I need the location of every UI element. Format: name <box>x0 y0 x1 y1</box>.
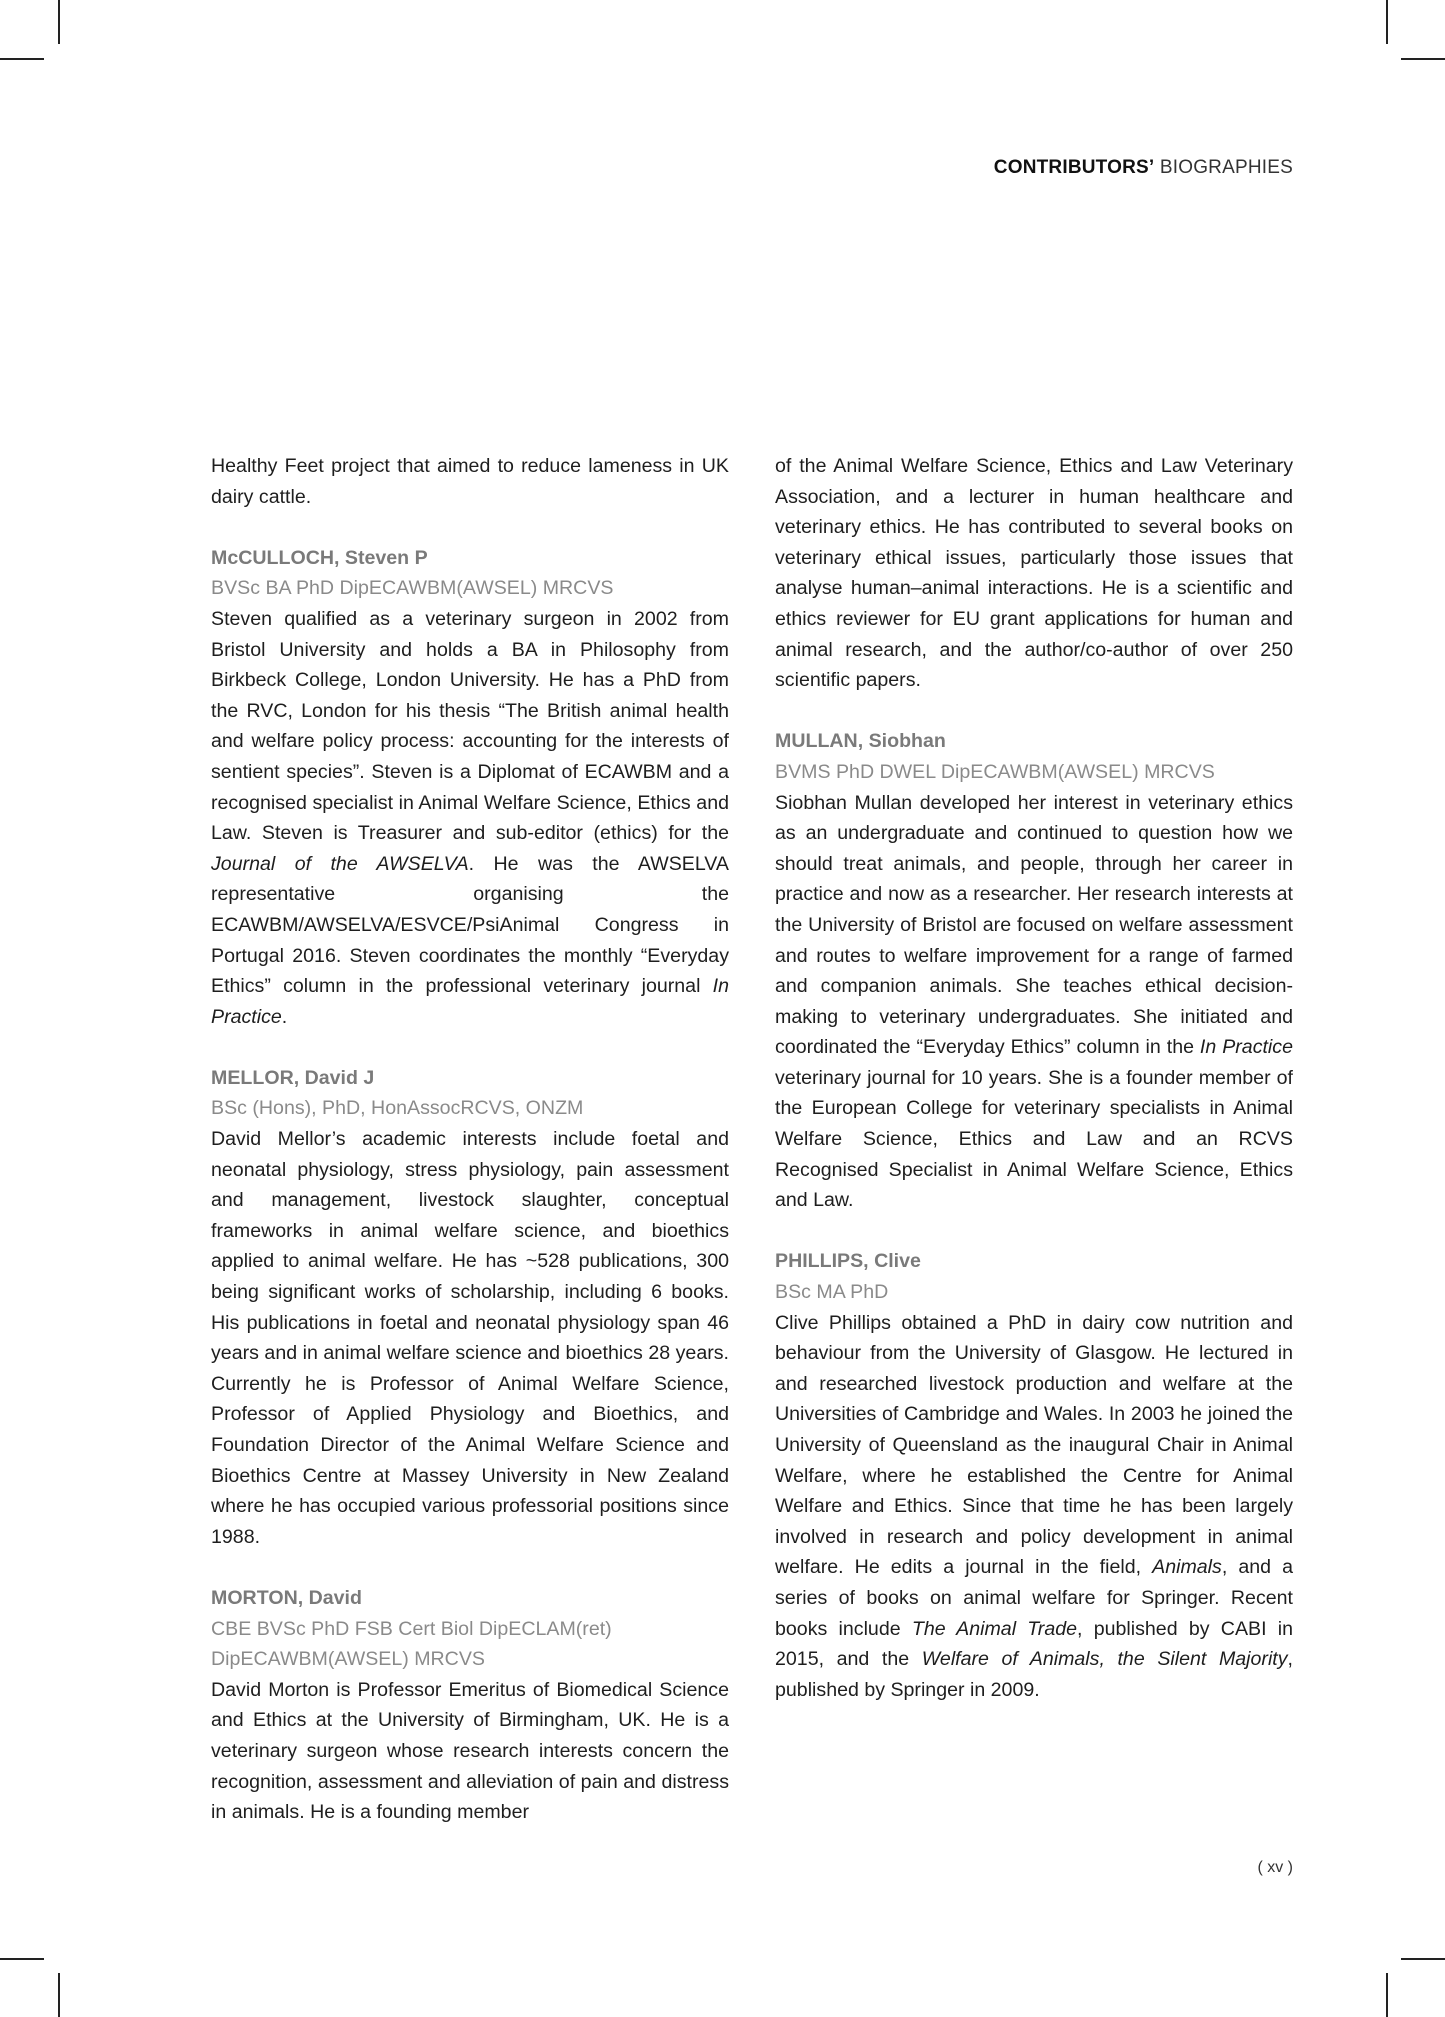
running-head-subsection: BIOGRAPHIES <box>1159 157 1293 178</box>
contributor-bio: Clive Phillips obtained a PhD in dairy cow nutrition and behaviour from the University of Glasgow. He lectured in and researched livestock production and welfare at the Universities of Cambridge and Wales. In 2003 he joined the University of Queensland as the inaugural Chair in Animal Welfare, where he established the Centre for Animal Welfare and Ethics. Since that time he has been largely involved in research and policy development in animal welfare. He edits a journal in the field, Animals, and a series of books on animal welfare for Springer. Recent books include The Animal Trade, published by CABI in 2015, and the Welfare of Animals, the Silent Majority, published by Springer in 2009. <box>775 1311 1294 1701</box>
contributor-qualifications: BSc (Hons), PhD, HonAssocRCVS, ONZM <box>211 1097 584 1120</box>
bio-entry-phillips <box>775 1246 1293 1705</box>
contributor-qualifications: BSc MA PhD <box>775 1281 889 1304</box>
crop-mark-bottom-right-horizontal <box>1401 1958 1445 1960</box>
contributor-bio: Siobhan Mullan developed her interest in veterinary ethics as an undergraduate and continued to question how we should treat animals, and people, through her career in practice and now as a researcher. Her research interests at the University of Bristol are focused on welfare assessment and routes to welfare improvement for a range of farmed and companion animals. She teaches ethical decision-making to veterinary undergraduates. She initiated and coordinated the “Everyday Ethics” column in the In Practice veterinary journal for 10 years. She is a founder member of the European College for veterinary specialists in Animal Welfare Science, Ethics and Law and an RCVS Recognised Specialist in Animal Welfare Science, Ethics and Law. <box>775 791 1293 1212</box>
contributor-qualifications: BVMS PhD DWEL DipECAWBM(AWSEL) MRCVS <box>775 760 1215 783</box>
left-column <box>211 451 729 1828</box>
contributor-bio: David Mellor’s academic interests include foetal and neonatal physiology, stress physiology, pain assessment and management, livestock slaughter, conceptual frameworks in animal welfare science, and bioethics applied to animal welfare. He has ~528 publications, 300 being significant works of scholarship, including 6 books. His publications in foetal and neonatal physiology span 46 years and in animal welfare science and bioethics 28 years. Currently he is Professor of Animal Welfare Science, Professor of Applied Physiology and Bioethics, and Foundation Director of the Animal Welfare Science and Bioethics Centre at Massey University in New Zealand where he has occupied various professorial positions since 1988. <box>211 1128 729 1548</box>
continuation-paragraph: Healthy Feet project that aimed to reduce lameness in UK dairy cattle. <box>211 455 729 508</box>
crop-mark-bottom-right-vertical <box>1386 1973 1388 2017</box>
crop-mark-top-right-horizontal <box>1401 58 1445 60</box>
contributor-qualifications-line-1: CBE BVSc PhD FSB Cert Biol DipECLAM(ret) <box>211 1617 612 1640</box>
crop-mark-bottom-left-vertical <box>58 1973 60 2017</box>
contributor-bio: Steven qualified as a veterinary surgeon in 2002 from Bristol University and holds a BA in Philosophy from Birkbeck College, London University. He has a PhD from the RVC, London for his thesis “The British animal health and welfare policy process: accounting for the interests of sentient species”. Steven is a Diplomat of ECAWBM and a recognised specialist in Animal Welfare Science, Ethics and Law. Steven is Treasurer and sub-editor (ethics) for the Journal of the AWSELVA. He was the AWSELVA representative organising the ECAWBM/AWSELVA/ESVCE/PsiAnimal Congress in Portugal 2016. Steven coordinates the monthly “Everyday Ethics” column in the professional veterinary journal In Practice. <box>211 607 729 1028</box>
contributor-name: MELLOR, David J <box>211 1066 375 1089</box>
contributor-name: MULLAN, Siobhan <box>775 730 946 753</box>
bio-entry-mullan <box>775 726 1293 1216</box>
right-column <box>775 451 1293 1705</box>
crop-mark-top-right-vertical <box>1386 0 1388 44</box>
crop-mark-top-left-horizontal <box>0 58 44 60</box>
running-head <box>994 157 1293 179</box>
contributor-qualifications: BVSc BA PhD DipECAWBM(AWSEL) MRCVS <box>211 577 614 600</box>
contributor-bio: David Morton is Professor Emeritus of Biomedical Science and Ethics at the University of Birmingham, UK. He is a veterinary surgeon whose research interests concern the recognition, assessment and alleviation of pain and distress in animals. He is a founding member <box>211 1678 729 1824</box>
crop-mark-bottom-left-horizontal <box>0 1958 44 1960</box>
continuation-paragraph: of the Animal Welfare Science, Ethics and Law Veterinary Association, and a lecturer in human healthcare and veterinary ethics. He has contributed to several books on veterinary ethical issues, particularly those issues that analyse human–animal interactions. He is a scientific and ethics reviewer for EU grant applications for human and animal research, and the author/co-author of over 250 scientific papers. <box>775 455 1293 692</box>
contributor-name: MORTON, David <box>211 1586 362 1609</box>
bio-entry-mcculloch <box>211 543 729 1033</box>
crop-mark-top-left-vertical <box>58 0 60 44</box>
contributor-name: McCULLOCH, Steven P <box>211 546 428 569</box>
running-head-section: CONTRIBUTORS’ <box>993 157 1155 178</box>
contributor-name: PHILLIPS, Clive <box>775 1250 921 1273</box>
bio-entry-morton <box>211 1583 729 1828</box>
contributor-qualifications-line-2: DipECAWBM(AWSEL) MRCVS <box>211 1648 485 1671</box>
page-number: ( xv ) <box>1257 1859 1293 1876</box>
bio-entry-mellor <box>211 1063 729 1553</box>
